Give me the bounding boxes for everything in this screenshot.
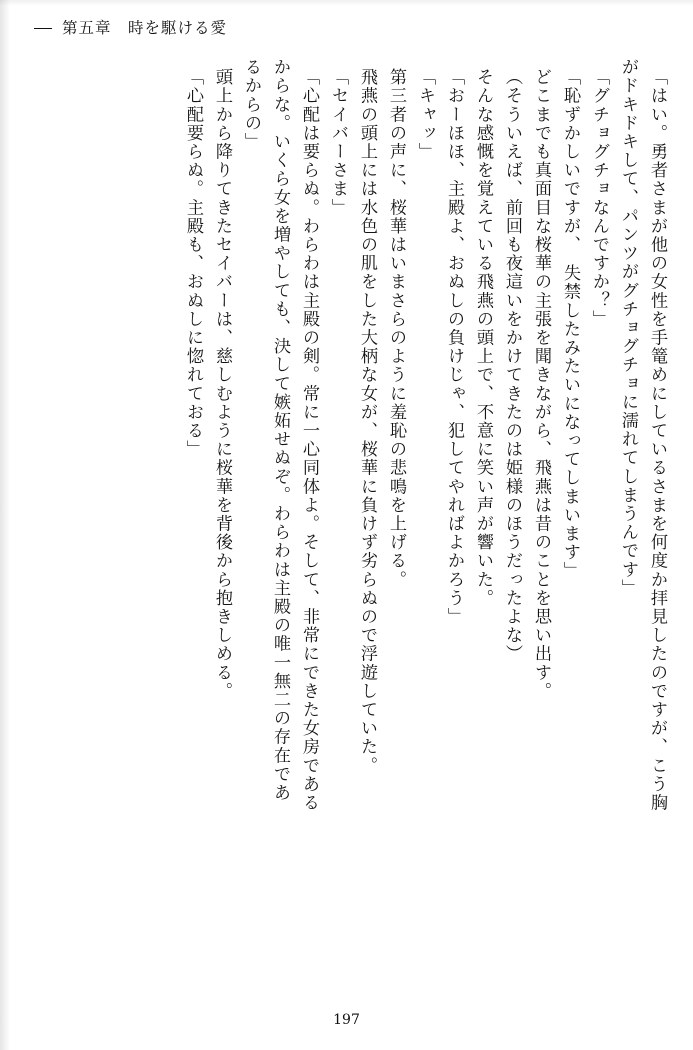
text-line: るからの」 bbox=[241, 58, 261, 151]
text-line: がドキドキして、パンツがグチョグチョに濡れてしまうんです」 bbox=[618, 58, 638, 598]
text-line: どこまでも真面目な桜華の主張を聞きながら、飛燕は昔のことを思い出す。 bbox=[531, 68, 551, 701]
header-rule bbox=[34, 28, 52, 29]
vertical-text-body bbox=[38, 58, 665, 978]
page-header bbox=[34, 14, 227, 40]
text-line: からな。いくら女を増やしても、決して嫉妬せぬぞ。わらわは主殿の唯一無二の存在であ bbox=[270, 58, 290, 802]
text-line: そんな感慨を覚えている飛燕の頭上で、不意に笑い声が響いた。 bbox=[473, 68, 493, 608]
text-line: 「おーほほ、主殿よ、おぬしの負けじゃ、犯してやればよかろう」 bbox=[444, 68, 464, 626]
page-number: 197 bbox=[333, 1012, 360, 1028]
text-line: 「心配は要らぬ。わらわは主殿の剣。常に一心同体よ。そして、非常にできた女房である bbox=[299, 68, 319, 812]
page-edge-shadow-top bbox=[0, 0, 693, 6]
text-line: 飛燕の頭上には水色の肌をした大柄な女が、桜華に負けず劣らぬので浮遊していた。 bbox=[357, 68, 377, 775]
text-line: （そういえば、前回も夜這いをかけてきたのは姫様のほうだったよな） bbox=[502, 68, 522, 664]
text-line: 「はい。勇者さまが他の女性を手篭めにしているさまを何度か拝見したのですが、こう胸 bbox=[647, 68, 667, 812]
page-edge-shadow-left bbox=[0, 0, 10, 1050]
text-line: 「心配要らぬ。主殿も、おぬしに惚れておる」 bbox=[183, 68, 203, 459]
text-line: 頭上から降りてきたセイバーは、慈しむように桜華を背後から抱きしめる。 bbox=[212, 68, 232, 701]
text-line: 「グチョグチョなんですか？」 bbox=[589, 68, 609, 329]
chapter-title: 第五章 時を駆ける愛 bbox=[62, 19, 228, 37]
text-line: 第三者の声に、桜華はいまさらのように羞恥の悲鳴を上げる。 bbox=[386, 68, 406, 589]
text-line: 「キャッ」 bbox=[415, 68, 435, 161]
text-line: 「セイバーさま」 bbox=[328, 68, 348, 217]
text-line: 「恥ずかしいですが、 失禁したみたいになってしまいます」 bbox=[560, 68, 580, 581]
